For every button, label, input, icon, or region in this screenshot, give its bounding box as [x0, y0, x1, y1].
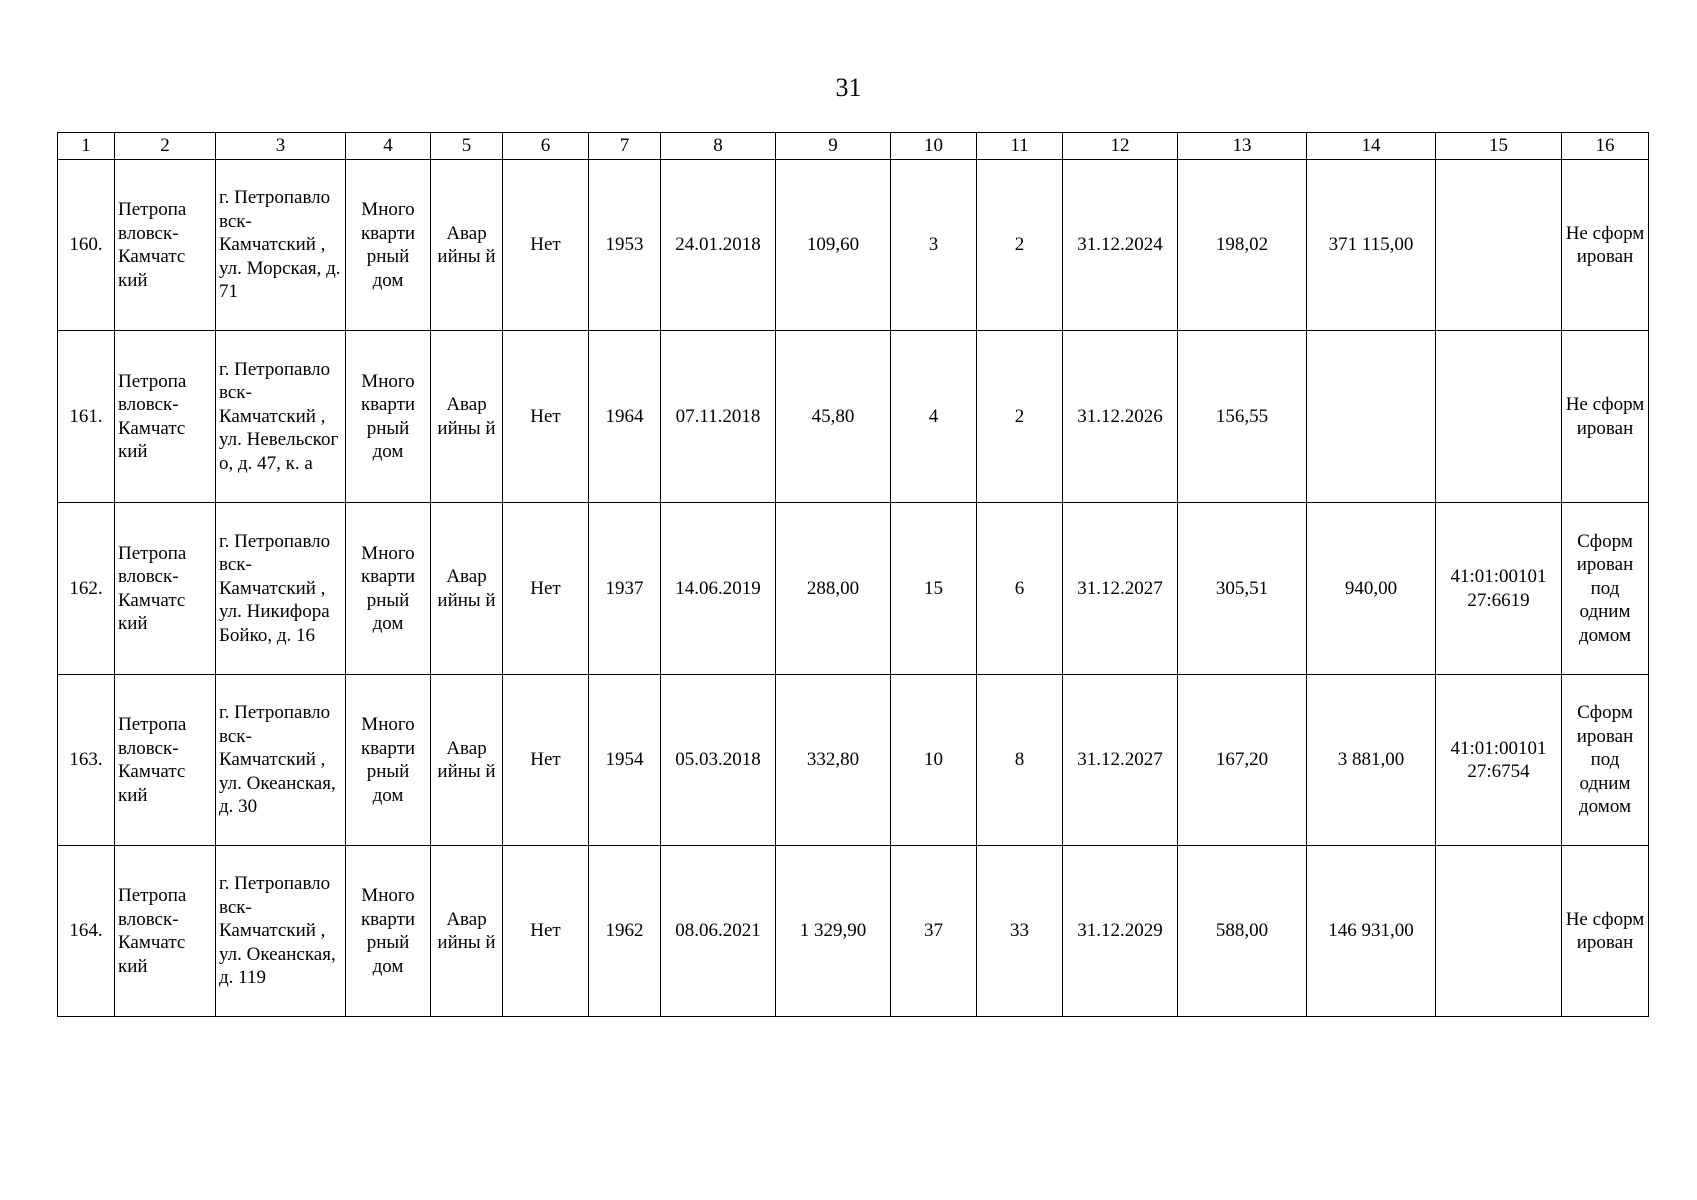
date-cell: 14.06.2019: [661, 503, 776, 675]
column-header: 9: [776, 133, 891, 160]
deadline-cell: 31.12.2027: [1063, 675, 1178, 846]
flag-cell: Нет: [503, 675, 589, 846]
municipality-cell: Петропа вловск-Камчатс кий: [115, 503, 216, 675]
flag-cell: Нет: [503, 846, 589, 1017]
deadline-cell: 31.12.2026: [1063, 331, 1178, 503]
year-cell: 1954: [589, 675, 661, 846]
page-number: 31: [835, 73, 862, 102]
col11-cell: 33: [977, 846, 1063, 1017]
house-type-cell: Много кварти рный дом: [346, 160, 431, 331]
year-cell: 1962: [589, 846, 661, 1017]
address-cell: г. Петропавло вск-Камчатский , ул. Невельског о, д. 47, к. а: [216, 331, 346, 503]
house-type-cell: Много кварти рный дом: [346, 503, 431, 675]
land-status-cell: Не сформ ирован: [1562, 331, 1649, 503]
column-header: 16: [1562, 133, 1649, 160]
house-type-cell: Много кварти рный дом: [346, 675, 431, 846]
flag-cell: Нет: [503, 331, 589, 503]
col13-cell: 588,00: [1178, 846, 1307, 1017]
col14-cell: 940,00: [1307, 503, 1436, 675]
cadastral-cell: 41:01:00101 27:6619: [1436, 503, 1562, 675]
table-row: [58, 846, 1649, 1017]
col10-cell: 37: [891, 846, 977, 1017]
deadline-cell: 31.12.2029: [1063, 846, 1178, 1017]
municipality-cell: Петропа вловск-Камчатс кий: [115, 331, 216, 503]
municipality-cell: Петропа вловск-Камчатс кий: [115, 846, 216, 1017]
house-type-cell: Много кварти рный дом: [346, 846, 431, 1017]
status-cell: Авар ийны й: [431, 675, 503, 846]
col10-cell: 10: [891, 675, 977, 846]
area-cell: 288,00: [776, 503, 891, 675]
col11-cell: 2: [977, 160, 1063, 331]
col10-cell: 4: [891, 331, 977, 503]
land-status-cell: Не сформ ирован: [1562, 160, 1649, 331]
land-status-cell: Не сформ ирован: [1562, 846, 1649, 1017]
table-row: [58, 503, 1649, 675]
date-cell: 08.06.2021: [661, 846, 776, 1017]
date-cell: 05.03.2018: [661, 675, 776, 846]
municipality-cell: Петропа вловск-Камчатс кий: [115, 675, 216, 846]
row-number: 162.: [58, 503, 115, 675]
status-cell: Авар ийны й: [431, 846, 503, 1017]
cadastral-cell: [1436, 331, 1562, 503]
address-cell: г. Петропавло вск-Камчатский , ул. Океанская, д. 119: [216, 846, 346, 1017]
column-header: 6: [503, 133, 589, 160]
area-cell: 332,80: [776, 675, 891, 846]
col11-cell: 6: [977, 503, 1063, 675]
flag-cell: Нет: [503, 160, 589, 331]
col14-cell: 146 931,00: [1307, 846, 1436, 1017]
status-cell: Авар ийны й: [431, 160, 503, 331]
area-cell: 1 329,90: [776, 846, 891, 1017]
col11-cell: 2: [977, 331, 1063, 503]
column-header: 8: [661, 133, 776, 160]
row-number: 163.: [58, 675, 115, 846]
cadastral-cell: [1436, 846, 1562, 1017]
column-number-row: [58, 133, 1649, 160]
address-cell: г. Петропавло вск-Камчатский , ул. Никифора Бойко, д. 16: [216, 503, 346, 675]
flag-cell: Нет: [503, 503, 589, 675]
house-type-cell: Много кварти рный дом: [346, 331, 431, 503]
land-status-cell: Сформ ирован под одним домом: [1562, 675, 1649, 846]
column-header: 2: [115, 133, 216, 160]
deadline-cell: 31.12.2024: [1063, 160, 1178, 331]
col13-cell: 156,55: [1178, 331, 1307, 503]
land-status-cell: Сформ ирован под одним домом: [1562, 503, 1649, 675]
municipality-cell: Петропа вловск-Камчатс кий: [115, 160, 216, 331]
column-header: 5: [431, 133, 503, 160]
year-cell: 1953: [589, 160, 661, 331]
col11-cell: 8: [977, 675, 1063, 846]
column-header: 7: [589, 133, 661, 160]
year-cell: 1964: [589, 331, 661, 503]
table-row: [58, 675, 1649, 846]
column-header: 13: [1178, 133, 1307, 160]
status-cell: Авар ийны й: [431, 503, 503, 675]
column-header: 10: [891, 133, 977, 160]
year-cell: 1937: [589, 503, 661, 675]
address-cell: г. Петропавло вск-Камчатский , ул. Морская, д. 71: [216, 160, 346, 331]
row-number: 160.: [58, 160, 115, 331]
row-number: 164.: [58, 846, 115, 1017]
cadastral-cell: 41:01:00101 27:6754: [1436, 675, 1562, 846]
status-cell: Авар ийны й: [431, 331, 503, 503]
housing-registry-table: [57, 132, 1649, 1017]
col13-cell: 305,51: [1178, 503, 1307, 675]
column-header: 15: [1436, 133, 1562, 160]
date-cell: 24.01.2018: [661, 160, 776, 331]
area-cell: 109,60: [776, 160, 891, 331]
date-cell: 07.11.2018: [661, 331, 776, 503]
col10-cell: 3: [891, 160, 977, 331]
column-header: 4: [346, 133, 431, 160]
col13-cell: 167,20: [1178, 675, 1307, 846]
column-header: 11: [977, 133, 1063, 160]
column-header: 12: [1063, 133, 1178, 160]
col13-cell: 198,02: [1178, 160, 1307, 331]
col14-cell: 371 115,00: [1307, 160, 1436, 331]
column-header: 14: [1307, 133, 1436, 160]
address-cell: г. Петропавло вск-Камчатский , ул. Океанская, д. 30: [216, 675, 346, 846]
col10-cell: 15: [891, 503, 977, 675]
col14-cell: 3 881,00: [1307, 675, 1436, 846]
column-header: 1: [58, 133, 115, 160]
deadline-cell: 31.12.2027: [1063, 503, 1178, 675]
area-cell: 45,80: [776, 331, 891, 503]
table-row: [58, 331, 1649, 503]
row-number: 161.: [58, 331, 115, 503]
table-row: [58, 160, 1649, 331]
column-header: 3: [216, 133, 346, 160]
cadastral-cell: [1436, 160, 1562, 331]
col14-cell: [1307, 331, 1436, 503]
